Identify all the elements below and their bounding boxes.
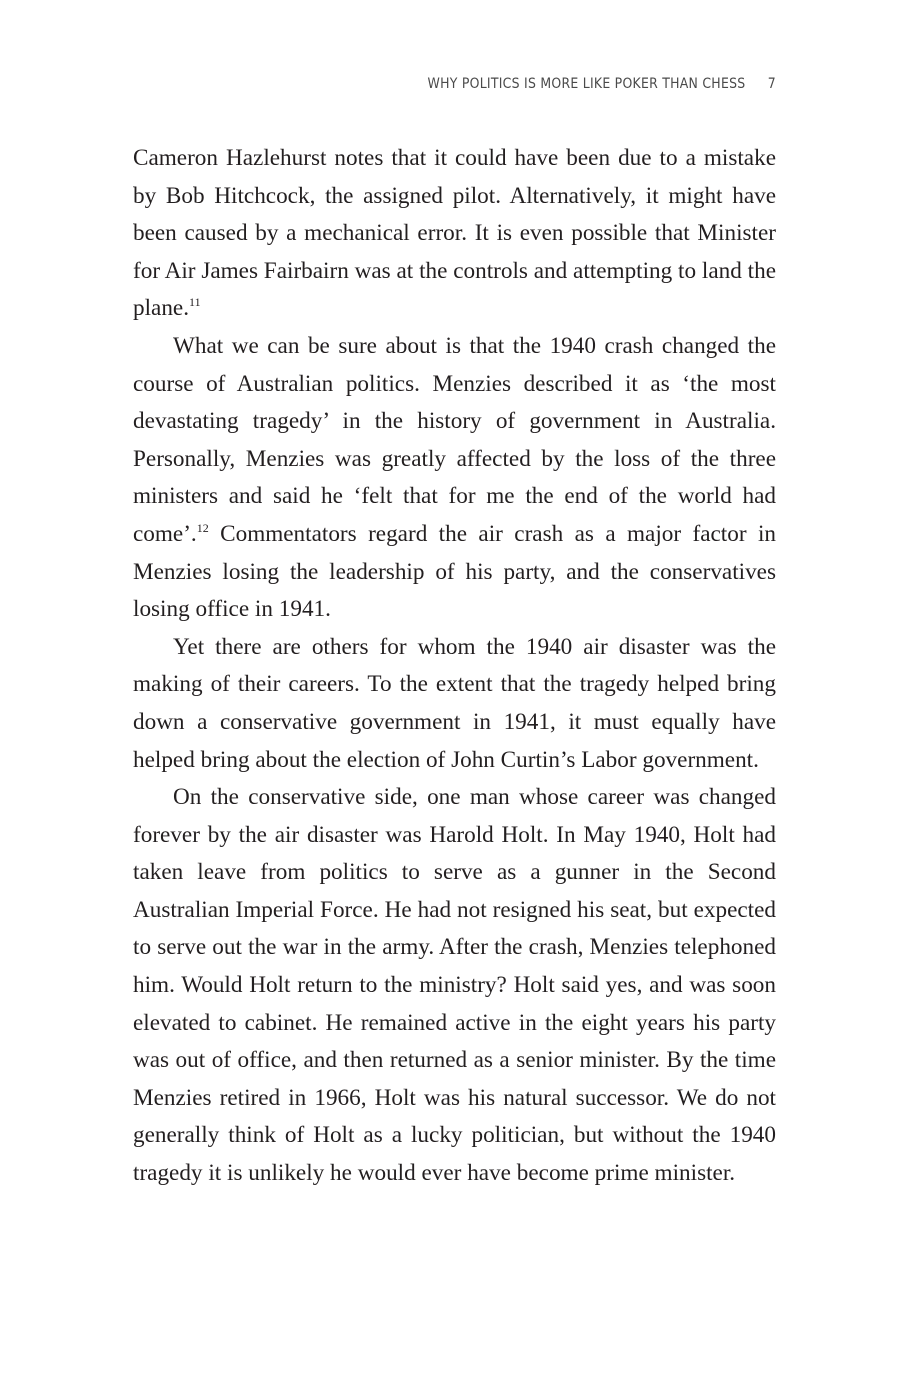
footnote-ref: 12 [196,520,209,535]
paragraph [133,140,776,328]
paragraph-text: Commentators regard the air crash as a major factor in Menzies losing the leadership of his party, and the conservatives losing office in 1941. [133,520,776,623]
paragraph-text: What we can be sure about is that the 1940 crash changed the course of Australian politics. Menzies described it as ‘the most devastating tragedy’ in the history of government in Australia. Personally, Menzies was greatly affected by the loss of the three ministers and said he ‘felt that for me the end of the world had come’. [133,332,776,547]
paragraph [133,779,776,1193]
running-title: WHY POLITICS IS MORE LIKE POKER THAN CHESS [427,76,746,92]
running-head [223,70,776,98]
paragraph [133,629,776,779]
paragraph-text: Yet there are others for whom the 1940 air disaster was the making of their careers. To the extent that the tragedy helped bring down a conservative government in 1941, it must equally have helped bring about the election of John Curtin’s Labor government. [133,633,776,773]
paragraph [133,328,776,629]
paragraph-text: Cameron Hazlehurst notes that it could have been due to a mistake by Bob Hitchcock, the assigned pilot. Alternatively, it might have been caused by a mechanical error. It is even possible that Minister for Air James Fairbairn was at the controls and attempting to land the plane. [133,145,776,322]
page-number: 7 [767,76,776,92]
paragraph-text: On the conservative side, one man whose career was changed forever by the air disaster was Harold Holt. In May 1940, Holt had taken leave from politics to serve as a gunner in the Second Australian Imperial Force. He had not resigned his seat, but expected to serve out the war in the army. After the crash, Menzies telephoned him. Would Holt return to the ministry? Holt said yes, and was soon elevated to cabinet. He remained active in the eight years his party was out of office, and then returned as a senior minister. By the time Menzies retired in 1966, Holt was his natural successor. We do not generally think of Holt as a lucky politician, but without the 1940 tragedy it is unlikely he would ever have become prime minister. [133,784,776,1187]
footnote-ref: 11 [189,295,201,310]
body-text [133,140,776,1193]
